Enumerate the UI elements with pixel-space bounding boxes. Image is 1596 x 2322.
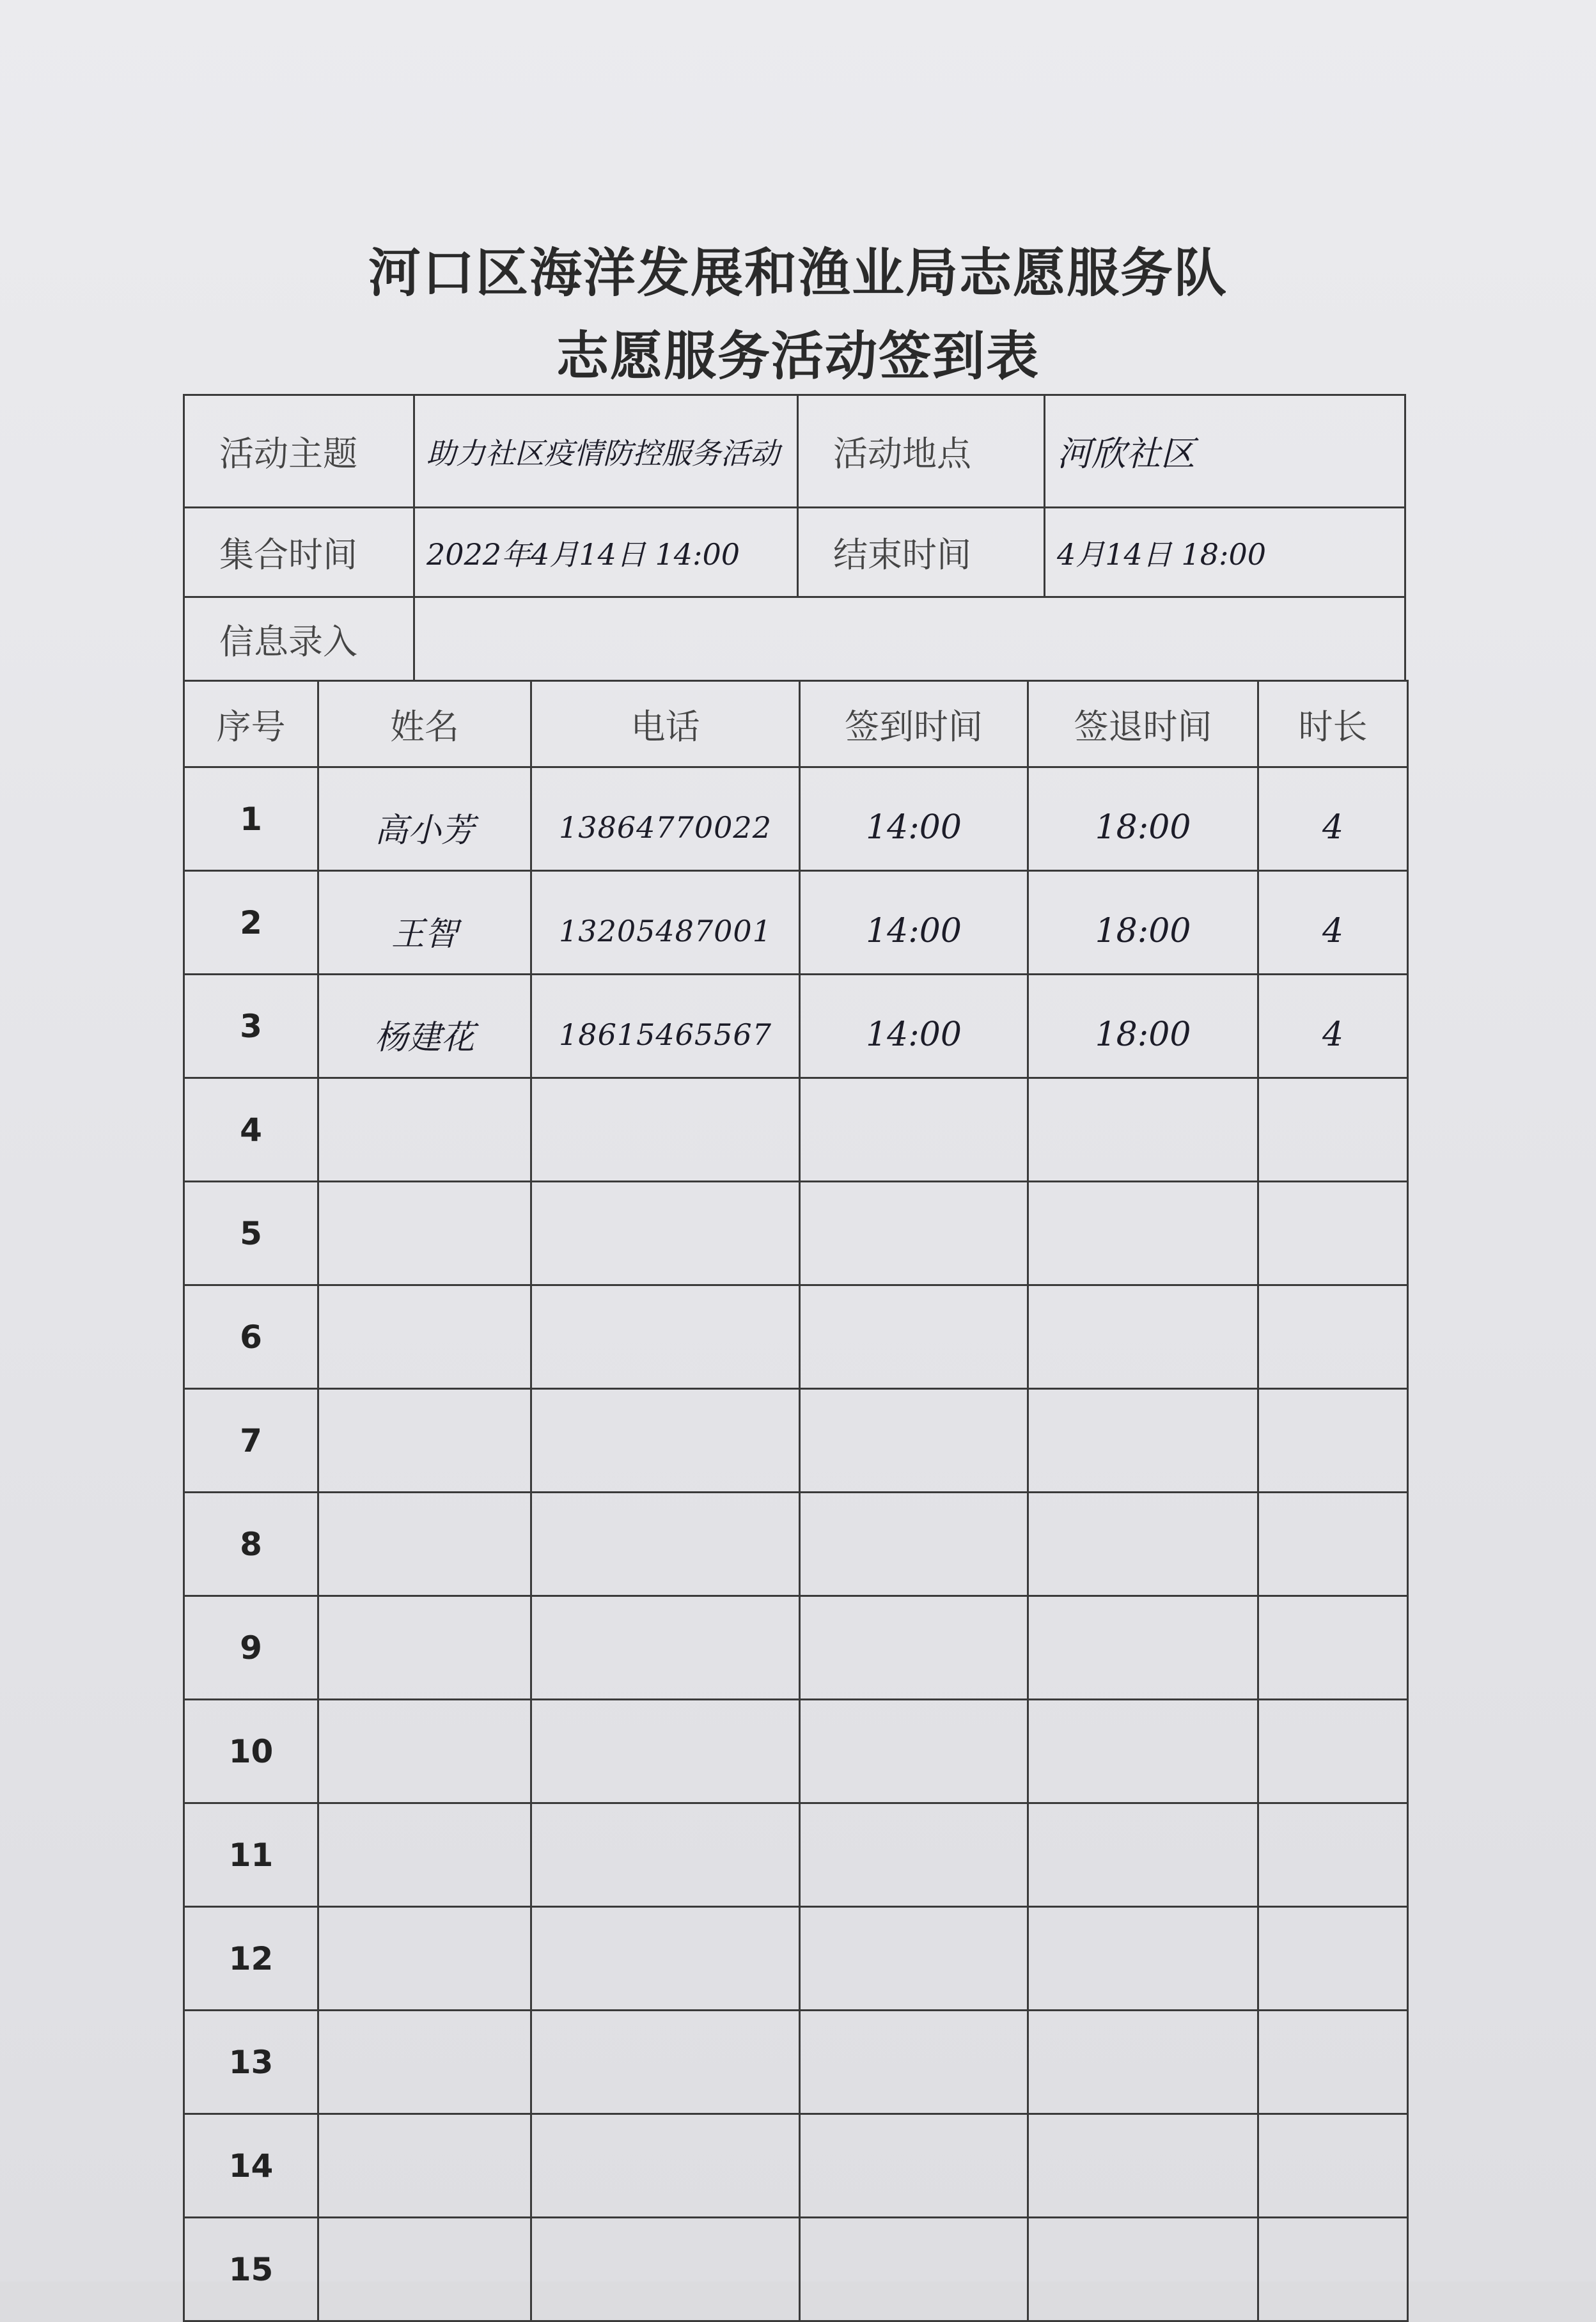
row-sign-in-time — [800, 1182, 1028, 1285]
entry-label: 信息录入 — [184, 597, 414, 681]
row-sign-in-time — [800, 1803, 1028, 1907]
row-sign-out-time — [1028, 1389, 1258, 1493]
table-row — [184, 1182, 1408, 1285]
form-title: 河口区海洋发展和渔业局志愿服务队 — [368, 243, 1228, 304]
row-hours — [1258, 1493, 1408, 1596]
row-sign-out-time — [1028, 1907, 1258, 2011]
row-name — [318, 1907, 531, 2011]
row-sign-out-time: 18:00 — [1028, 871, 1258, 975]
table-row — [184, 1078, 1408, 1182]
row-number: 8 — [184, 1493, 318, 1596]
row-sign-in-time — [800, 1493, 1028, 1596]
row-hours — [1258, 2114, 1408, 2218]
table-row — [184, 2114, 1408, 2218]
table-row — [184, 1389, 1408, 1493]
row-sign-in-time — [800, 1700, 1028, 1803]
row-hours — [1258, 1700, 1408, 1803]
row-name: 高小芳 — [318, 767, 531, 871]
row-sign-out-time — [1028, 2218, 1258, 2321]
row-hours — [1258, 1182, 1408, 1285]
row-hours: 4 — [1258, 871, 1408, 975]
col-header-name: 姓名 — [318, 681, 531, 767]
row-sign-out-time — [1028, 1803, 1258, 1907]
row-sign-out-time — [1028, 1078, 1258, 1182]
table-row — [184, 767, 1408, 871]
row-sign-out-time — [1028, 1285, 1258, 1389]
row-hours — [1258, 2011, 1408, 2114]
row-phone — [531, 2011, 800, 2114]
row-number: 13 — [184, 2011, 318, 2114]
sign-in-rows — [184, 767, 1408, 2321]
row-hours — [1258, 1389, 1408, 1493]
table-row — [184, 975, 1408, 1078]
sign-in-table — [183, 680, 1409, 2322]
row-name: 王智 — [318, 871, 531, 975]
row-phone — [531, 1596, 800, 1700]
row-phone — [531, 1700, 800, 1803]
row-hours — [1258, 2218, 1408, 2321]
row-number: 7 — [184, 1389, 318, 1493]
info-row-topic — [184, 395, 1405, 508]
row-name: 杨建花 — [318, 975, 531, 1078]
form-subtitle: 志愿服务活动签到表 — [556, 326, 1040, 387]
row-phone — [531, 1285, 800, 1389]
row-number: 12 — [184, 1907, 318, 2011]
row-hours — [1258, 1078, 1408, 1182]
row-sign-in-time — [800, 2114, 1028, 2218]
row-phone — [531, 1389, 800, 1493]
topic-value: 助力社区疫情防控服务活动 — [414, 395, 798, 508]
topic-label: 活动主题 — [184, 395, 414, 508]
row-hours — [1258, 1596, 1408, 1700]
start-time-value: 2022年4月14日 14:00 — [414, 508, 798, 597]
table-row — [184, 1493, 1408, 1596]
info-row-time — [184, 508, 1405, 597]
end-time-value: 4月14日 18:00 — [1045, 508, 1405, 597]
row-sign-in-time — [800, 2218, 1028, 2321]
table-row — [184, 1700, 1408, 1803]
table-header-row — [184, 681, 1408, 767]
row-sign-in-time — [800, 1907, 1028, 2011]
row-number: 4 — [184, 1078, 318, 1182]
row-name — [318, 1700, 531, 1803]
row-number: 14 — [184, 2114, 318, 2218]
start-time-label: 集合时间 — [184, 508, 414, 597]
row-name — [318, 1389, 531, 1493]
row-sign-out-time — [1028, 2114, 1258, 2218]
col-header-phone: 电话 — [531, 681, 800, 767]
row-phone — [531, 1493, 800, 1596]
row-sign-in-time: 14:00 — [800, 767, 1028, 871]
row-phone — [531, 2114, 800, 2218]
row-name — [318, 2218, 531, 2321]
col-header-sign-out: 签退时间 — [1028, 681, 1258, 767]
row-phone: 18615465567 — [531, 975, 800, 1078]
row-number: 2 — [184, 871, 318, 975]
activity-info-table — [183, 394, 1406, 682]
row-hours: 4 — [1258, 767, 1408, 871]
row-phone — [531, 2218, 800, 2321]
row-name — [318, 1182, 531, 1285]
location-value: 河欣社区 — [1045, 395, 1405, 508]
row-number: 9 — [184, 1596, 318, 1700]
row-sign-in-time — [800, 2011, 1028, 2114]
row-name — [318, 2011, 531, 2114]
row-hours — [1258, 1285, 1408, 1389]
row-sign-out-time — [1028, 1493, 1258, 1596]
row-sign-out-time: 18:00 — [1028, 767, 1258, 871]
entry-value — [414, 597, 1405, 681]
col-header-no: 序号 — [184, 681, 318, 767]
row-sign-in-time — [800, 1078, 1028, 1182]
end-time-label: 结束时间 — [798, 508, 1045, 597]
row-name — [318, 1493, 531, 1596]
row-phone — [531, 1907, 800, 2011]
info-row-entry — [184, 597, 1405, 681]
row-phone: 13205487001 — [531, 871, 800, 975]
row-sign-in-time: 14:00 — [800, 871, 1028, 975]
row-sign-in-time — [800, 1285, 1028, 1389]
row-number: 1 — [184, 767, 318, 871]
row-name — [318, 2114, 531, 2218]
table-row — [184, 2218, 1408, 2321]
row-number: 11 — [184, 1803, 318, 1907]
table-row — [184, 1907, 1408, 2011]
row-number: 10 — [184, 1700, 318, 1803]
table-row — [184, 1285, 1408, 1389]
row-sign-in-time: 14:00 — [800, 975, 1028, 1078]
table-row — [184, 1596, 1408, 1700]
table-row — [184, 871, 1408, 975]
row-number: 6 — [184, 1285, 318, 1389]
row-hours — [1258, 1803, 1408, 1907]
row-name — [318, 1078, 531, 1182]
col-header-sign-in: 签到时间 — [800, 681, 1028, 767]
row-phone: 13864770022 — [531, 767, 800, 871]
row-number: 5 — [184, 1182, 318, 1285]
row-name — [318, 1285, 531, 1389]
row-phone — [531, 1078, 800, 1182]
row-sign-out-time — [1028, 1596, 1258, 1700]
row-number: 3 — [184, 975, 318, 1078]
table-row — [184, 1803, 1408, 1907]
row-sign-out-time — [1028, 2011, 1258, 2114]
row-sign-out-time — [1028, 1700, 1258, 1803]
row-sign-out-time: 18:00 — [1028, 975, 1258, 1078]
row-name — [318, 1803, 531, 1907]
row-sign-in-time — [800, 1389, 1028, 1493]
row-phone — [531, 1182, 800, 1285]
row-sign-in-time — [800, 1596, 1028, 1700]
row-hours — [1258, 1907, 1408, 2011]
row-sign-out-time — [1028, 1182, 1258, 1285]
col-header-hours: 时长 — [1258, 681, 1408, 767]
row-hours: 4 — [1258, 975, 1408, 1078]
location-label: 活动地点 — [798, 395, 1045, 508]
table-row — [184, 2011, 1408, 2114]
row-phone — [531, 1803, 800, 1907]
row-name — [318, 1596, 531, 1700]
row-number: 15 — [184, 2218, 318, 2321]
